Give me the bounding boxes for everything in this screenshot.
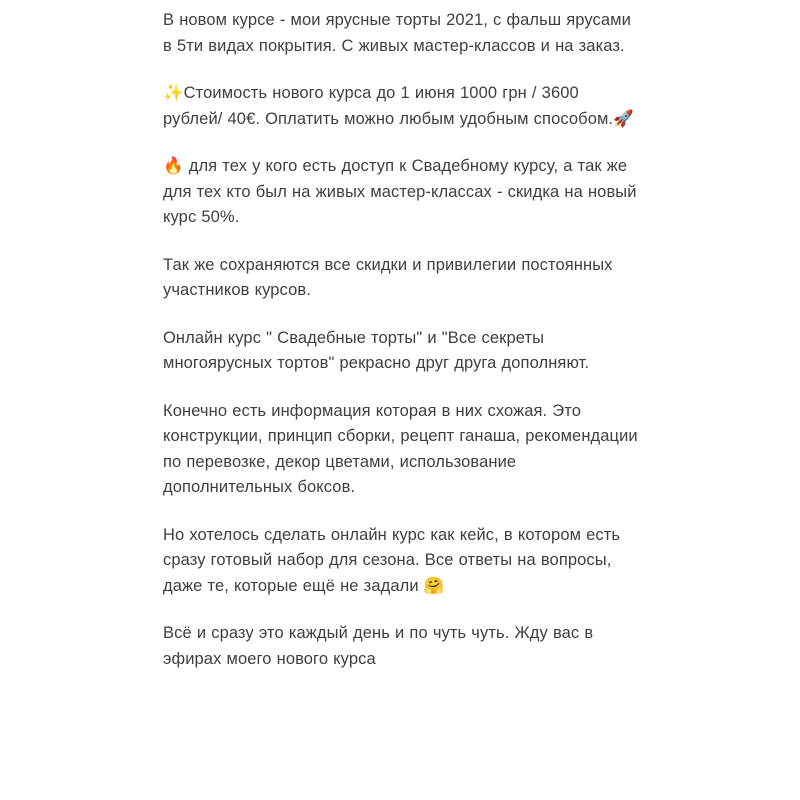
paragraph: Конечно есть информация которая в них схожая. Это конструкции, принцип сборки, рецепт ганаша, рекомендации по перевозке, декор цветами, использование дополнительных боксов. — [163, 401, 638, 496]
paragraph: Но хотелось сделать онлайн курс как кейс, в котором есть сразу готовый набор для сезона. Все ответы на вопросы, даже те, которые ещё не задали 🤗 — [163, 525, 621, 595]
paragraph: В новом курсе - мои ярусные торты 2021, с фальш ярусами в 5ти видах покрытия. С живых мастер-классов и на заказ. — [163, 11, 631, 55]
paragraph: Всё и сразу это каждый день и по чуть чуть. Жду вас в эфирах моего нового курса — [163, 624, 594, 668]
paragraph: ✨Стоимость нового курса до 1 июня 1000 грн / 3600 рублей/ 40€. Оплатить можно любым удобным способом.🚀 — [163, 84, 634, 128]
paragraph: Онлайн курс " Свадебные торты" и "Все секреты многоярусных тортов" рекрасно друг друга дополняют. — [163, 328, 590, 372]
paragraph: 🔥 для тех у кого есть доступ к Свадебному курсу, а так же для тех кто был на живых мастер-классах - скидка на новый курс 50%. — [163, 157, 637, 226]
paragraph: Так же сохраняются все скидки и привилегии постоянных участников курсов. — [163, 255, 613, 299]
